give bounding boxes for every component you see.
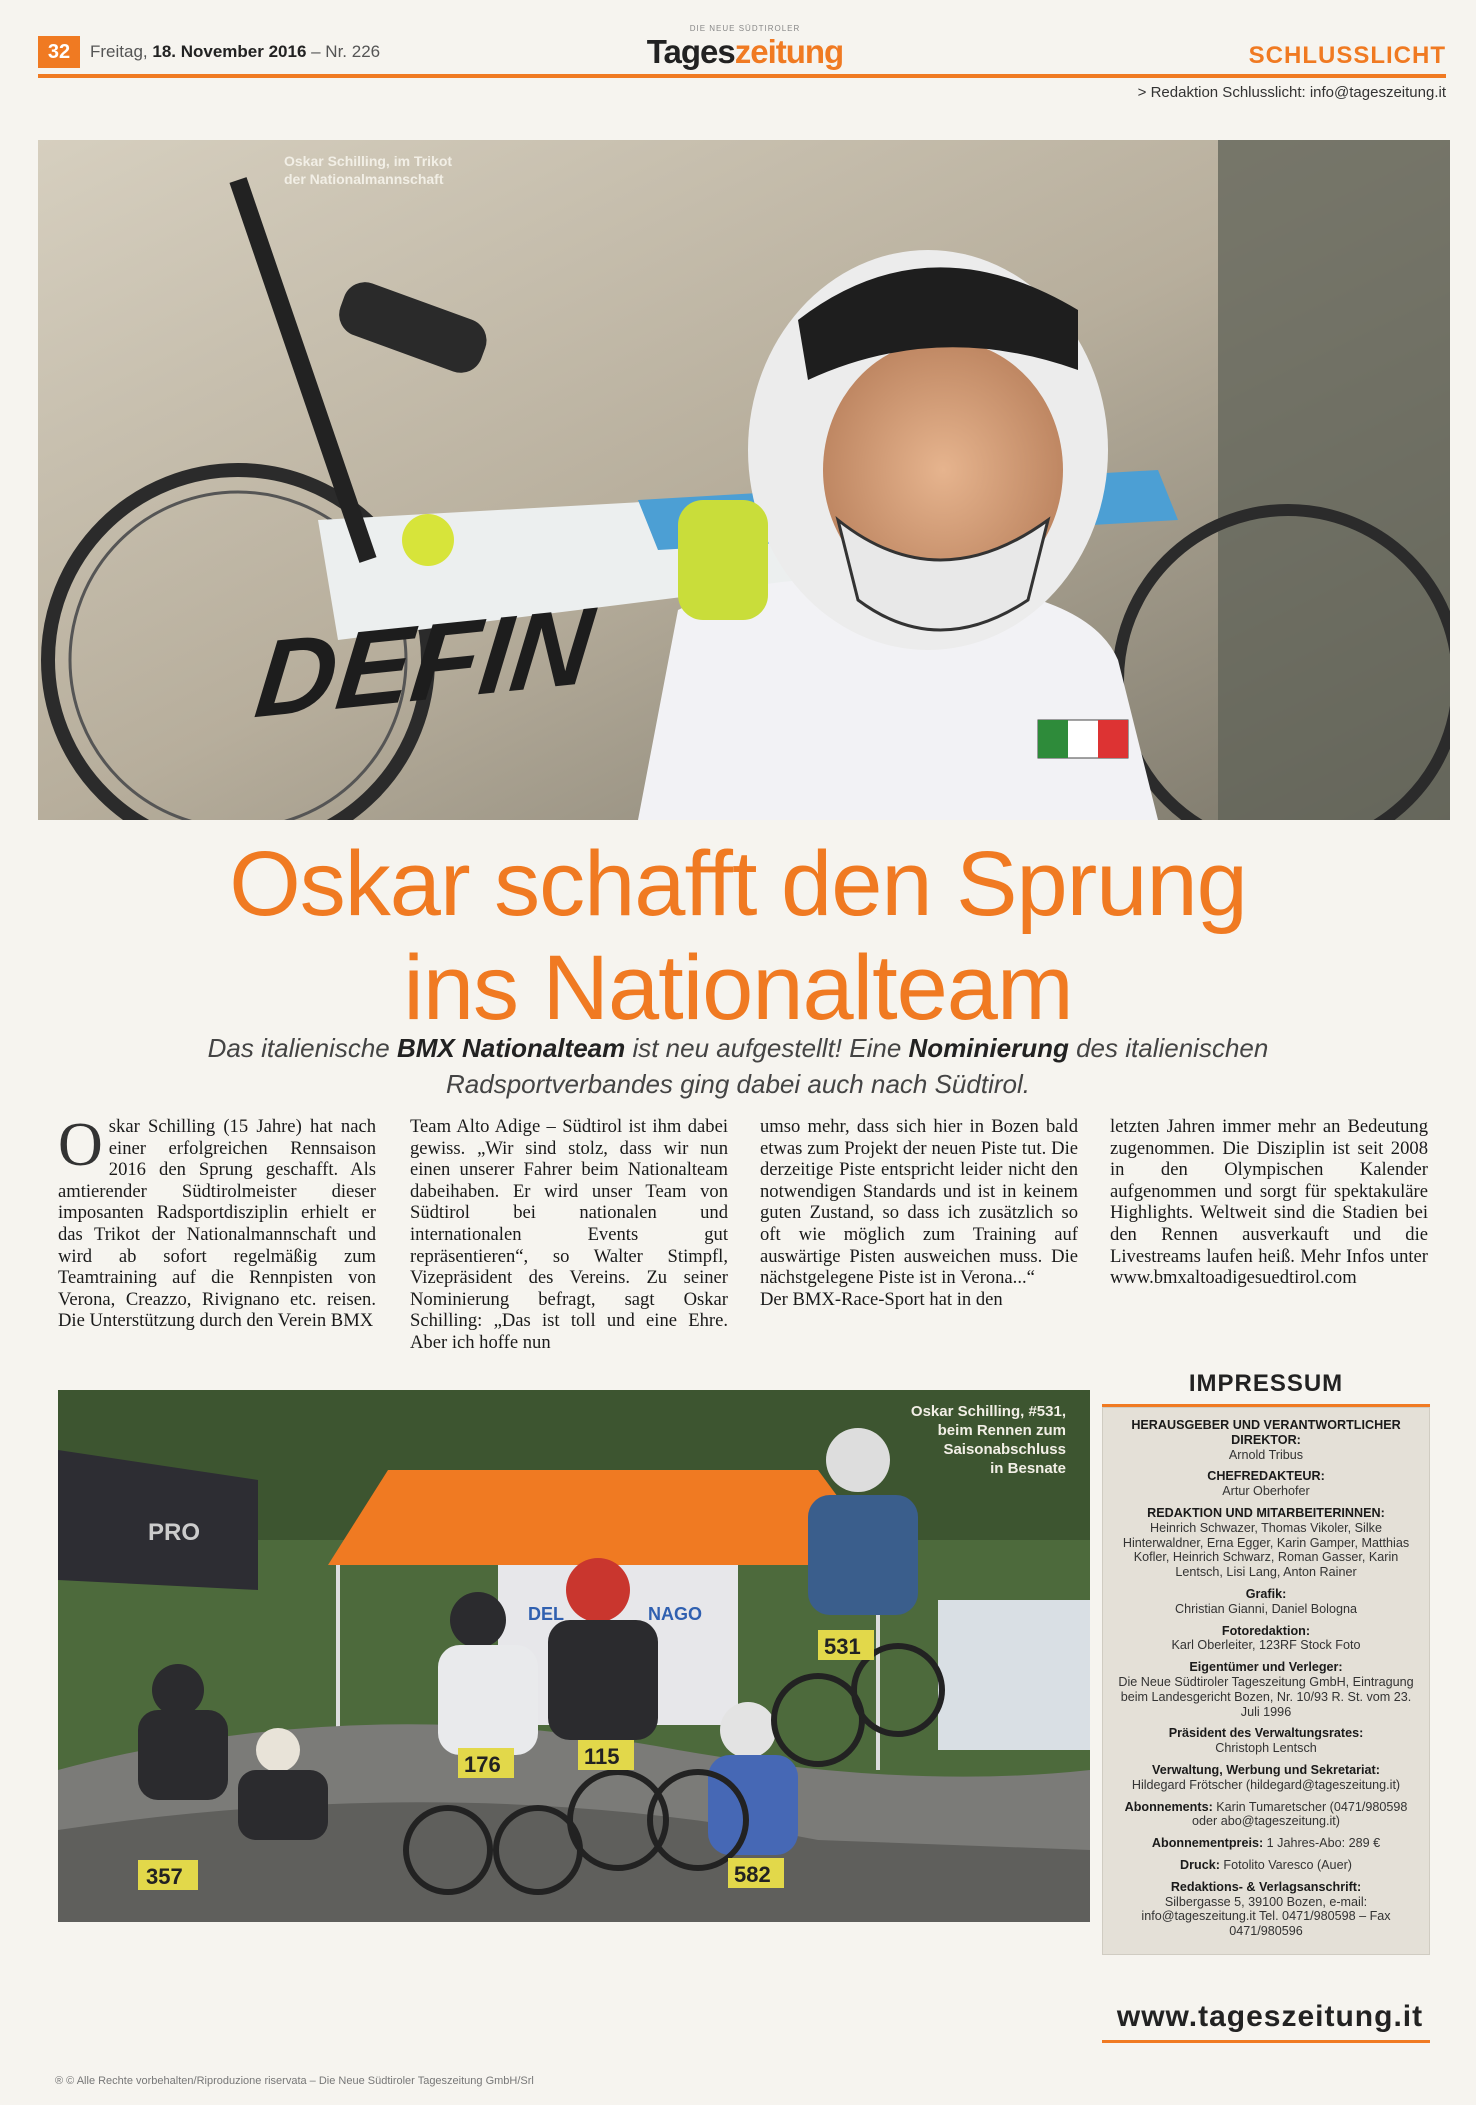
contact-line: > Redaktion Schlusslicht: info@tageszeitung.it — [1137, 84, 1446, 101]
impressum-value: Christoph Lentsch — [1215, 1741, 1317, 1756]
impressum-key: Verwaltung, Werbung und Sekretariat: — [1152, 1762, 1380, 1777]
impressum-value: Artur Oberhofer — [1222, 1484, 1310, 1499]
impressum-entry — [1111, 1418, 1421, 1462]
impressum-entry — [1111, 1800, 1421, 1830]
impressum-value: Christian Gianni, Daniel Bologna — [1174, 1601, 1357, 1616]
section-title: SCHLUSSLICHT — [1248, 42, 1446, 69]
subhead-c: ist neu aufgestellt! Eine — [625, 1033, 909, 1063]
impressum-key: Druck: — [1180, 1857, 1220, 1872]
drop-cap: O — [58, 1111, 103, 1179]
impressum-key: Abonnements: — [1124, 1799, 1213, 1814]
race-photo — [58, 1390, 1090, 1922]
headline — [0, 832, 1476, 1040]
plate-176: 176 — [464, 1752, 501, 1777]
column-3-text: umso mehr, dass sich hier in Bozen bald etwas zum Projekt der neuen Piste tut. Die derzeitige Piste entspricht leider nicht den notwendigen Standards und ist in keinem guten Zustand, so dass ich zusätzlich so oft wie möglich zum Training auf auswärtige Pisten ausweichen muss. Die nächstgelegene Piste ist in Verona...“ — [760, 1116, 1078, 1289]
subhead-e: des italienischen Radsportverbandes ging dabei auch nach Südtirol. — [446, 1033, 1269, 1099]
footer-copyright: ® © Alle Rechte vorbehalten/Riproduzione riservata – Die Neue Südtiroler Tageszeitung GmbH/Srl — [55, 2075, 534, 2087]
impressum-entry — [1111, 1660, 1421, 1719]
website-link[interactable]: www.tageszeitung.it — [1116, 2000, 1424, 2033]
impressum-key: Eigentümer und Verleger: — [1189, 1660, 1343, 1675]
page-number: 32 — [38, 36, 80, 68]
impressum-value: Karin Tumaretscher (0471/980598 oder abo@tageszeitung.it) — [1192, 1799, 1408, 1829]
impressum-value: Heinrich Schwazer, Thomas Vikoler, Silke Hinterwaldner, Erna Egger, Karin Gamper, Matthias Kofler, Heinrich Schwarz, Roman Gasser, Karin Lentsch, Lisi Lang, Anton Rainer — [1122, 1520, 1410, 1580]
impressum-key: Grafik: — [1245, 1586, 1287, 1601]
hero-caption-line2: der Nationalmannschaft — [284, 171, 444, 187]
headline-line1: Oskar schafft den Sprung — [229, 833, 1247, 935]
dateline — [90, 42, 380, 62]
impressum-value: Hildegard Frötscher (hildegard@tageszeitung.it) — [1131, 1777, 1401, 1792]
impressum-value: Fotolito Varesco (Auer) — [1223, 1857, 1352, 1872]
impressum-entry — [1111, 1858, 1421, 1873]
race-caption-line3: Saisonabschluss — [943, 1441, 1066, 1458]
impressum — [1102, 1370, 1430, 1955]
hero-caption-line1: Oskar Schilling, im Trikot — [284, 153, 453, 169]
impressum-entry — [1111, 1836, 1421, 1851]
subhead-d: Nominierung — [908, 1033, 1069, 1063]
subhead-b: BMX Nationalteam — [396, 1033, 626, 1063]
impressum-value: Die Neue Südtiroler Tageszeitung GmbH, Eintragung beim Landesgericht Bozen, Nr. 10/93 R. St. vom 23. Juli 1996 — [1118, 1674, 1414, 1719]
article-column-2 — [410, 1116, 728, 1354]
headline-line2: ins Nationalteam — [403, 937, 1073, 1039]
masthead-part1: Tages — [646, 33, 735, 70]
impressum-entry — [1111, 1469, 1421, 1499]
date-prefix: Freitag, — [90, 42, 153, 61]
impressum-key: Präsident des Verwaltungsrates: — [1168, 1726, 1364, 1741]
subheadline — [100, 1030, 1376, 1102]
article-column-4 — [1110, 1116, 1428, 1289]
impressum-entry — [1111, 1763, 1421, 1793]
impressum-value: Karl Oberleiter, 123RF Stock Foto — [1171, 1638, 1361, 1653]
impressum-key: Redaktions- & Verlagsanschrift: — [1170, 1879, 1362, 1894]
race-caption-line1: Oskar Schilling, #531, — [910, 1403, 1066, 1420]
article-column-1 — [58, 1111, 376, 1332]
subhead-a: Das italienische — [207, 1033, 397, 1063]
hero-photo — [38, 140, 1450, 820]
impressum-box — [1102, 1407, 1430, 1955]
masthead-tagline: DIE NEUE SÜDTIROLER — [689, 24, 801, 33]
impressum-key: HERAUSGEBER UND VERANTWORTLICHER DIREKTOR: — [1131, 1418, 1401, 1447]
impressum-entry — [1111, 1726, 1421, 1756]
plate-582: 582 — [734, 1862, 771, 1887]
plate-115: 115 — [584, 1744, 620, 1769]
impressum-entry — [1111, 1624, 1421, 1654]
impressum-value: Arnold Tribus — [1228, 1447, 1304, 1462]
plate-357: 357 — [146, 1864, 183, 1889]
date-bold: 18. November 2016 — [152, 42, 307, 61]
race-caption — [911, 1402, 1066, 1478]
impressum-key: CHEFREDAKTEUR: — [1207, 1469, 1325, 1484]
column-4-text: letzten Jahren immer mehr an Bedeutung zugenommen. Die Disziplin ist seit 2008 in den Olympischen Kalender aufgenommen und sorgt für spektakuläre Highlights. Weltweit sind die Stadien bei den Rennen ausverkauft und die Livestreams laufen heiß. Mehr Infos unter www.bmxaltoadigesuedtirol.com — [1110, 1116, 1428, 1289]
impressum-key: REDAKTION UND MITARBEITERINNEN: — [1147, 1505, 1385, 1520]
website-rule — [1102, 2040, 1430, 2043]
svg-text:DEFIN: DEFIN — [249, 583, 599, 742]
column-3-text-b: Der BMX-Race-Sport hat in den — [760, 1288, 1003, 1310]
impressum-value: Silbergasse 5, 39100 Bozen, e-mail: info@tageszeitung.it Tel. 0471/980598 – Fax 0471/980596 — [1141, 1894, 1391, 1939]
tent-text: DEL — [528, 1604, 564, 1624]
race-caption-line4: in Besnate — [990, 1460, 1066, 1477]
impressum-entry — [1111, 1880, 1421, 1939]
impressum-key: Fotoredaktion: — [1221, 1623, 1311, 1638]
impressum-entry — [1111, 1587, 1421, 1617]
impressum-title: IMPRESSUM — [1188, 1370, 1344, 1397]
tent-text-2: NAGO — [648, 1604, 702, 1624]
impressum-entry — [1111, 1506, 1421, 1580]
race-caption-line2: beim Rennen zum — [937, 1422, 1066, 1439]
impressum-value: 1 Jahres-Abo: 289 € — [1266, 1836, 1381, 1851]
column-1-text: skar Schilling (15 Jahre) hat nach einer erfolgreichen Rennsaison 2016 den Sprung geschafft. Als amtierender Südtirolmeister dieser imposanten Radsportdisziplin erhielt er das Trikot der Nationalmannschaft und wird ab sofort regelmäßig zum Teamtraining auf die Rennpisten von Verona, Creazzo, Rivignano etc. reisen. Die Unterstützung durch den Verein BMX — [58, 1116, 376, 1332]
issue-number: – Nr. 226 — [306, 42, 381, 61]
column-2-text: Team Alto Adige – Südtirol ist ihm dabei gewiss. „Wir sind stolz, dass wir nun einen unserer Fahrer beim Nationalteam dabeihaben. Er wird unser Team von Südtirol bei nationalen und internationalen Events gut repräsentieren“, so Walter Stimpfl, Vizepräsident des Vereins. Zu seiner Nominierung befragt, sagt Oskar Schilling: „Das ist toll und eine Ehre. Aber ich hoffe nun — [410, 1116, 728, 1353]
masthead-part2: zeitung — [734, 33, 844, 70]
hero-illustration — [38, 140, 1450, 820]
plate-531: 531 — [824, 1634, 861, 1659]
banner-text: PRO — [148, 1519, 201, 1546]
masthead-logo[interactable] — [640, 24, 850, 70]
header-rule — [38, 74, 1446, 78]
impressum-key: Abonnementpreis: — [1151, 1836, 1264, 1851]
article-column-3 — [760, 1116, 1078, 1310]
